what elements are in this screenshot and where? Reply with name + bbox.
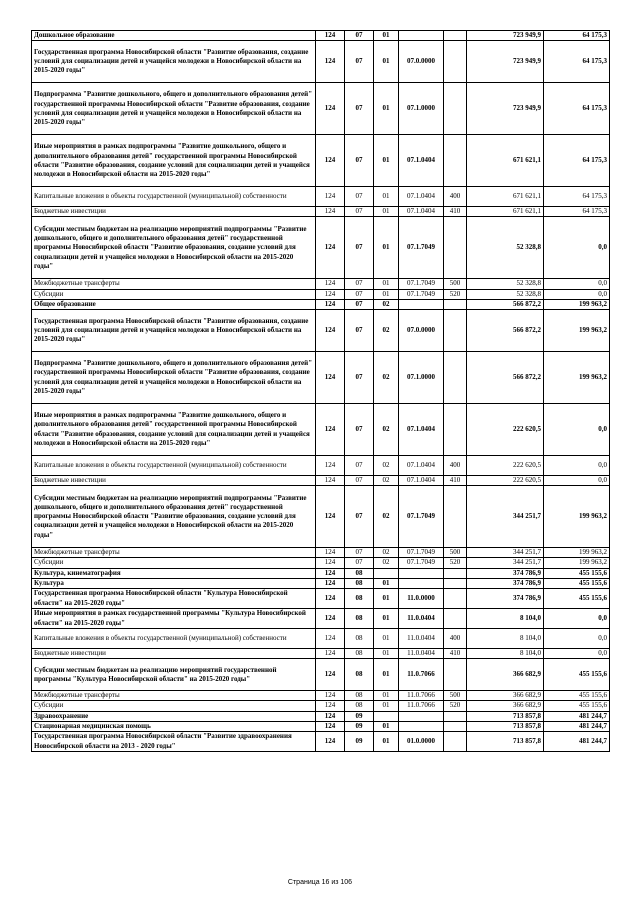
target-item-code-cell: [399, 721, 444, 731]
amount-2-cell: 64 175,3: [544, 187, 610, 207]
amount-1-cell: 713 857,8: [467, 721, 544, 731]
row-name-cell: Иные мероприятия в рамках подпрограммы "Развитие дошкольного, общего и дополнительного образования детей" государственной программы Новосибирской области "Развитие образования, создание условий для социализации детей и учащейся молодежи в Новосибирской области на 2015-2020 годы": [32, 135, 316, 187]
ministry-code-cell: 124: [316, 649, 345, 659]
subsection-code-cell: 01: [374, 31, 399, 41]
table-row: [32, 310, 610, 352]
target-item-code-cell: 07.1.0000: [399, 83, 444, 135]
target-item-code-cell: 11.0.0404: [399, 649, 444, 659]
target-item-code-cell: 07.1.7049: [399, 548, 444, 558]
amount-1-cell: 566 872,2: [467, 310, 544, 352]
target-item-code-cell: 07.1.7049: [399, 279, 444, 289]
amount-1-cell: 713 857,8: [467, 732, 544, 752]
row-name-cell: Культура, кинематография: [32, 568, 316, 578]
section-code-cell: 08: [345, 701, 374, 711]
target-item-code-cell: 07.1.0404: [399, 207, 444, 217]
amount-1-cell: 366 682,9: [467, 691, 544, 701]
amount-1-cell: 222 620,5: [467, 404, 544, 456]
ministry-code-cell: 124: [316, 404, 345, 456]
section-code-cell: 08: [345, 659, 374, 691]
amount-1-cell: 366 682,9: [467, 701, 544, 711]
section-code-cell: 08: [345, 691, 374, 701]
target-item-code-cell: 07.1.7049: [399, 217, 444, 279]
section-code-cell: 07: [345, 217, 374, 279]
subsection-code-cell: 01: [374, 589, 399, 609]
expense-type-code-cell: 400: [444, 629, 467, 649]
subsection-code-cell: 01: [374, 41, 399, 83]
target-item-code-cell: [399, 578, 444, 588]
row-name-cell: Иные мероприятия в рамках подпрограммы "Развитие дошкольного, общего и дополнительного образования детей" государственной программы Новосибирской области "Развитие образования, создание условий для социализации детей и учащейся молодежи в Новосибирской области на 2015-2020 годы": [32, 404, 316, 456]
table-row: [32, 548, 610, 558]
row-name-cell: Бюджетные инвестиции: [32, 476, 316, 486]
row-name-cell: Культура: [32, 578, 316, 588]
section-code-cell: 07: [345, 135, 374, 187]
target-item-code-cell: 07.1.7049: [399, 486, 444, 548]
table-row: [32, 476, 610, 486]
ministry-code-cell: 124: [316, 41, 345, 83]
row-name-cell: Дошкольное образование: [32, 31, 316, 41]
expense-type-code-cell: [444, 568, 467, 578]
amount-1-cell: 366 682,9: [467, 659, 544, 691]
amount-2-cell: 455 155,6: [544, 589, 610, 609]
table-row: [32, 609, 610, 629]
table-row: [32, 404, 610, 456]
amount-2-cell: 481 244,7: [544, 732, 610, 752]
subsection-code-cell: 02: [374, 486, 399, 548]
amount-2-cell: 0,0: [544, 217, 610, 279]
amount-1-cell: 713 857,8: [467, 711, 544, 721]
ministry-code-cell: 124: [316, 187, 345, 207]
expense-type-code-cell: [444, 83, 467, 135]
row-name-cell: Межбюджетные трансферты: [32, 691, 316, 701]
section-code-cell: 09: [345, 732, 374, 752]
expense-type-code-cell: [444, 31, 467, 41]
table-row: [32, 31, 610, 41]
row-name-cell: Бюджетные инвестиции: [32, 649, 316, 659]
target-item-code-cell: 11.0.0404: [399, 629, 444, 649]
subsection-code-cell: 02: [374, 299, 399, 309]
expense-type-code-cell: 520: [444, 558, 467, 568]
target-item-code-cell: 07.0.0000: [399, 310, 444, 352]
section-code-cell: 07: [345, 187, 374, 207]
row-name-cell: Субсидии местным бюджетам на реализацию мероприятий подпрограммы "Развитие дошкольного, общего и дополнительного образования детей" государственной программы Новосибирской области "Развитие образования, создание условий для социализации детей и учащейся молодежи в Новосибирской области на 2015-2020 годы": [32, 217, 316, 279]
amount-1-cell: 344 251,7: [467, 548, 544, 558]
amount-1-cell: 723 949,9: [467, 41, 544, 83]
table-row: [32, 456, 610, 476]
section-code-cell: 07: [345, 558, 374, 568]
amount-2-cell: 64 175,3: [544, 135, 610, 187]
amount-1-cell: 8 104,0: [467, 609, 544, 629]
target-item-code-cell: 11.0.0000: [399, 589, 444, 609]
row-name-cell: Государственная программа Новосибирской области "Развитие образования, создание условий для социализации детей и учащейся молодежи в Новосибирской области на 2015-2020 годы": [32, 41, 316, 83]
table-row: [32, 41, 610, 83]
amount-2-cell: 455 155,6: [544, 659, 610, 691]
row-name-cell: Государственная программа Новосибирской области "Развитие здравоохранения Новосибирской области на 2013 - 2020 годы": [32, 732, 316, 752]
amount-1-cell: 52 328,8: [467, 279, 544, 289]
amount-2-cell: 64 175,3: [544, 31, 610, 41]
table-row: [32, 691, 610, 701]
amount-2-cell: 199 963,2: [544, 352, 610, 404]
subsection-code-cell: 01: [374, 691, 399, 701]
table-row: [32, 207, 610, 217]
amount-1-cell: 723 949,9: [467, 83, 544, 135]
expense-type-code-cell: [444, 404, 467, 456]
expense-type-code-cell: [444, 310, 467, 352]
amount-1-cell: 566 872,2: [467, 352, 544, 404]
expense-type-code-cell: [444, 721, 467, 731]
amount-2-cell: 0,0: [544, 476, 610, 486]
expense-type-code-cell: 520: [444, 289, 467, 299]
amount-2-cell: 455 155,6: [544, 701, 610, 711]
ministry-code-cell: 124: [316, 217, 345, 279]
table-row: [32, 289, 610, 299]
table-row: [32, 279, 610, 289]
expense-type-code-cell: [444, 352, 467, 404]
expense-type-code-cell: [444, 217, 467, 279]
subsection-code-cell: 01: [374, 217, 399, 279]
section-code-cell: 08: [345, 649, 374, 659]
subsection-code-cell: 02: [374, 548, 399, 558]
ministry-code-cell: 124: [316, 629, 345, 649]
subsection-code-cell: 01: [374, 207, 399, 217]
target-item-code-cell: [399, 711, 444, 721]
target-item-code-cell: [399, 568, 444, 578]
ministry-code-cell: 124: [316, 711, 345, 721]
section-code-cell: 07: [345, 404, 374, 456]
target-item-code-cell: 07.1.0404: [399, 135, 444, 187]
subsection-code-cell: [374, 711, 399, 721]
row-name-cell: Межбюджетные трансферты: [32, 548, 316, 558]
section-code-cell: 09: [345, 721, 374, 731]
row-name-cell: Капитальные вложения в объекты государственной (муниципальной) собственности: [32, 629, 316, 649]
row-name-cell: Государственная программа Новосибирской области "Развитие образования, создание условий для социализации детей и учащейся молодежи в Новосибирской области на 2015-2020 годы": [32, 310, 316, 352]
subsection-code-cell: 01: [374, 289, 399, 299]
ministry-code-cell: 124: [316, 568, 345, 578]
expense-type-code-cell: 410: [444, 207, 467, 217]
table-row: [32, 568, 610, 578]
target-item-code-cell: 07.1.0404: [399, 404, 444, 456]
amount-2-cell: 455 155,6: [544, 568, 610, 578]
table-row: [32, 558, 610, 568]
expense-type-code-cell: 500: [444, 279, 467, 289]
ministry-code-cell: 124: [316, 83, 345, 135]
ministry-code-cell: 124: [316, 31, 345, 41]
row-name-cell: Стационарная медицинская помощь: [32, 721, 316, 731]
section-code-cell: 07: [345, 83, 374, 135]
target-item-code-cell: 01.0.0000: [399, 732, 444, 752]
table-row: [32, 629, 610, 649]
target-item-code-cell: [399, 299, 444, 309]
section-code-cell: 07: [345, 486, 374, 548]
row-name-cell: Межбюджетные трансферты: [32, 279, 316, 289]
subsection-code-cell: 02: [374, 558, 399, 568]
subsection-code-cell: 01: [374, 721, 399, 731]
expense-type-code-cell: [444, 659, 467, 691]
ministry-code-cell: 124: [316, 659, 345, 691]
subsection-code-cell: 01: [374, 187, 399, 207]
target-item-code-cell: 07.1.0404: [399, 187, 444, 207]
ministry-code-cell: 124: [316, 548, 345, 558]
table-row: [32, 135, 610, 187]
expense-type-code-cell: 410: [444, 476, 467, 486]
amount-2-cell: 64 175,3: [544, 41, 610, 83]
target-item-code-cell: 07.1.0404: [399, 476, 444, 486]
table-row: [32, 649, 610, 659]
amount-2-cell: 481 244,7: [544, 721, 610, 731]
target-item-code-cell: 11.0.7066: [399, 701, 444, 711]
row-name-cell: Общее образование: [32, 299, 316, 309]
subsection-code-cell: 01: [374, 649, 399, 659]
table-row: [32, 352, 610, 404]
amount-1-cell: 344 251,7: [467, 486, 544, 548]
ministry-code-cell: 124: [316, 299, 345, 309]
target-item-code-cell: 07.1.7049: [399, 558, 444, 568]
subsection-code-cell: 01: [374, 701, 399, 711]
amount-2-cell: 0,0: [544, 609, 610, 629]
page-footer: Страница 16 из 106: [287, 879, 353, 886]
ministry-code-cell: 124: [316, 289, 345, 299]
ministry-code-cell: 124: [316, 207, 345, 217]
table-row: [32, 659, 610, 691]
row-name-cell: Государственная программа Новосибирской области "Культура Новосибирской области" на 2015-2020 годы": [32, 589, 316, 609]
amount-1-cell: 671 621,1: [467, 135, 544, 187]
subsection-code-cell: 01: [374, 732, 399, 752]
amount-1-cell: 374 786,9: [467, 568, 544, 578]
amount-2-cell: 199 963,2: [544, 310, 610, 352]
section-code-cell: 07: [345, 476, 374, 486]
row-name-cell: Подпрограмма "Развитие дошкольного, общего и дополнительного образования детей" государственной программы Новосибирской области "Развитие образования, создание условий для социализации детей и учащейся молодежи в Новосибирской области на 2015-2020 годы": [32, 83, 316, 135]
table-row: [32, 83, 610, 135]
target-item-code-cell: 07.1.0404: [399, 456, 444, 476]
section-code-cell: 07: [345, 31, 374, 41]
amount-2-cell: 64 175,3: [544, 83, 610, 135]
expense-type-code-cell: [444, 41, 467, 83]
row-name-cell: Субсидии местным бюджетам на реализацию мероприятий государственной программы "Культура Новосибирской области" на 2015-2020 годы": [32, 659, 316, 691]
amount-2-cell: 199 963,2: [544, 299, 610, 309]
ministry-code-cell: 124: [316, 279, 345, 289]
ministry-code-cell: 124: [316, 701, 345, 711]
expense-type-code-cell: [444, 486, 467, 548]
amount-1-cell: 222 620,5: [467, 476, 544, 486]
subsection-code-cell: 01: [374, 629, 399, 649]
table-row: [32, 711, 610, 721]
ministry-code-cell: 124: [316, 691, 345, 701]
expense-type-code-cell: [444, 299, 467, 309]
amount-1-cell: 671 621,1: [467, 187, 544, 207]
section-code-cell: 07: [345, 41, 374, 83]
ministry-code-cell: 124: [316, 558, 345, 568]
amount-2-cell: 64 175,3: [544, 207, 610, 217]
subsection-code-cell: 01: [374, 609, 399, 629]
budget-table: [31, 30, 610, 752]
row-name-cell: Капитальные вложения в объекты государственной (муниципальной) собственности: [32, 187, 316, 207]
expense-type-code-cell: 520: [444, 701, 467, 711]
row-name-cell: Субсидии: [32, 701, 316, 711]
table-row: [32, 187, 610, 207]
ministry-code-cell: 124: [316, 732, 345, 752]
section-code-cell: 07: [345, 548, 374, 558]
amount-2-cell: 0,0: [544, 404, 610, 456]
target-item-code-cell: 07.0.0000: [399, 41, 444, 83]
target-item-code-cell: 07.1.0000: [399, 352, 444, 404]
ministry-code-cell: 124: [316, 310, 345, 352]
section-code-cell: 07: [345, 299, 374, 309]
expense-type-code-cell: [444, 609, 467, 629]
table-row: [32, 486, 610, 548]
expense-type-code-cell: [444, 578, 467, 588]
subsection-code-cell: 01: [374, 135, 399, 187]
amount-2-cell: 0,0: [544, 649, 610, 659]
amount-1-cell: 52 328,8: [467, 289, 544, 299]
target-item-code-cell: 11.0.7066: [399, 691, 444, 701]
amount-2-cell: 199 963,2: [544, 558, 610, 568]
subsection-code-cell: 02: [374, 404, 399, 456]
table-body: [32, 31, 610, 752]
ministry-code-cell: 124: [316, 135, 345, 187]
expense-type-code-cell: 410: [444, 649, 467, 659]
section-code-cell: 07: [345, 207, 374, 217]
target-item-code-cell: [399, 31, 444, 41]
subsection-code-cell: 02: [374, 476, 399, 486]
subsection-code-cell: 01: [374, 659, 399, 691]
ministry-code-cell: 124: [316, 589, 345, 609]
subsection-code-cell: 01: [374, 578, 399, 588]
table-row: [32, 732, 610, 752]
amount-2-cell: 0,0: [544, 279, 610, 289]
amount-1-cell: 8 104,0: [467, 649, 544, 659]
expense-type-code-cell: [444, 589, 467, 609]
section-code-cell: 08: [345, 568, 374, 578]
ministry-code-cell: 124: [316, 486, 345, 548]
ministry-code-cell: 124: [316, 721, 345, 731]
table-row: [32, 299, 610, 309]
ministry-code-cell: 124: [316, 609, 345, 629]
section-code-cell: 07: [345, 352, 374, 404]
expense-type-code-cell: 500: [444, 691, 467, 701]
subsection-code-cell: 01: [374, 83, 399, 135]
section-code-cell: 07: [345, 289, 374, 299]
amount-2-cell: 0,0: [544, 456, 610, 476]
table-row: [32, 578, 610, 588]
subsection-code-cell: [374, 568, 399, 578]
table-row: [32, 701, 610, 711]
ministry-code-cell: 124: [316, 456, 345, 476]
expense-type-code-cell: 500: [444, 548, 467, 558]
expense-type-code-cell: [444, 135, 467, 187]
expense-type-code-cell: 400: [444, 456, 467, 476]
row-name-cell: Субсидии: [32, 289, 316, 299]
expense-type-code-cell: [444, 711, 467, 721]
amount-2-cell: 455 155,6: [544, 691, 610, 701]
row-name-cell: Бюджетные инвестиции: [32, 207, 316, 217]
row-name-cell: Капитальные вложения в объекты государственной (муниципальной) собственности: [32, 456, 316, 476]
amount-2-cell: 455 155,6: [544, 578, 610, 588]
section-code-cell: 08: [345, 629, 374, 649]
table-row: [32, 721, 610, 731]
section-code-cell: 08: [345, 609, 374, 629]
amount-2-cell: 199 963,2: [544, 548, 610, 558]
amount-1-cell: 374 786,9: [467, 578, 544, 588]
amount-1-cell: 344 251,7: [467, 558, 544, 568]
section-code-cell: 08: [345, 578, 374, 588]
amount-1-cell: 374 786,9: [467, 589, 544, 609]
amount-2-cell: 0,0: [544, 289, 610, 299]
section-code-cell: 07: [345, 310, 374, 352]
amount-1-cell: 566 872,2: [467, 299, 544, 309]
row-name-cell: Субсидии местным бюджетам на реализацию мероприятий подпрограммы "Развитие дошкольного, общего и дополнительного образования детей" государственной программы Новосибирской области "Развитие образования, создание условий для социализации детей и учащейся молодежи в Новосибирской области на 2015-2020 годы": [32, 486, 316, 548]
table-row: [32, 217, 610, 279]
subsection-code-cell: 02: [374, 352, 399, 404]
expense-type-code-cell: [444, 732, 467, 752]
amount-2-cell: 481 244,7: [544, 711, 610, 721]
target-item-code-cell: 11.0.7066: [399, 659, 444, 691]
ministry-code-cell: 124: [316, 352, 345, 404]
expense-type-code-cell: 400: [444, 187, 467, 207]
amount-2-cell: 0,0: [544, 629, 610, 649]
amount-1-cell: 52 328,8: [467, 217, 544, 279]
row-name-cell: Здравоохранение: [32, 711, 316, 721]
target-item-code-cell: 07.1.7049: [399, 289, 444, 299]
subsection-code-cell: 02: [374, 456, 399, 476]
amount-1-cell: 222 620,5: [467, 456, 544, 476]
row-name-cell: Иные мероприятия в рамках государственной программы "Культура Новосибирской области" на 2015-2020 годы": [32, 609, 316, 629]
amount-1-cell: 8 104,0: [467, 629, 544, 649]
amount-2-cell: 199 963,2: [544, 486, 610, 548]
row-name-cell: Подпрограмма "Развитие дошкольного, общего и дополнительного образования детей" государственной программы Новосибирской области "Развитие образования, создание условий для социализации детей и учащейся молодежи в Новосибирской области на 2015-2020 годы": [32, 352, 316, 404]
section-code-cell: 07: [345, 456, 374, 476]
amount-1-cell: 723 949,9: [467, 31, 544, 41]
subsection-code-cell: 01: [374, 279, 399, 289]
table-row: [32, 589, 610, 609]
section-code-cell: 07: [345, 279, 374, 289]
ministry-code-cell: 124: [316, 476, 345, 486]
amount-1-cell: 671 621,1: [467, 207, 544, 217]
ministry-code-cell: 124: [316, 578, 345, 588]
section-code-cell: 09: [345, 711, 374, 721]
section-code-cell: 08: [345, 589, 374, 609]
target-item-code-cell: 11.0.0404: [399, 609, 444, 629]
subsection-code-cell: 02: [374, 310, 399, 352]
row-name-cell: Субсидии: [32, 558, 316, 568]
